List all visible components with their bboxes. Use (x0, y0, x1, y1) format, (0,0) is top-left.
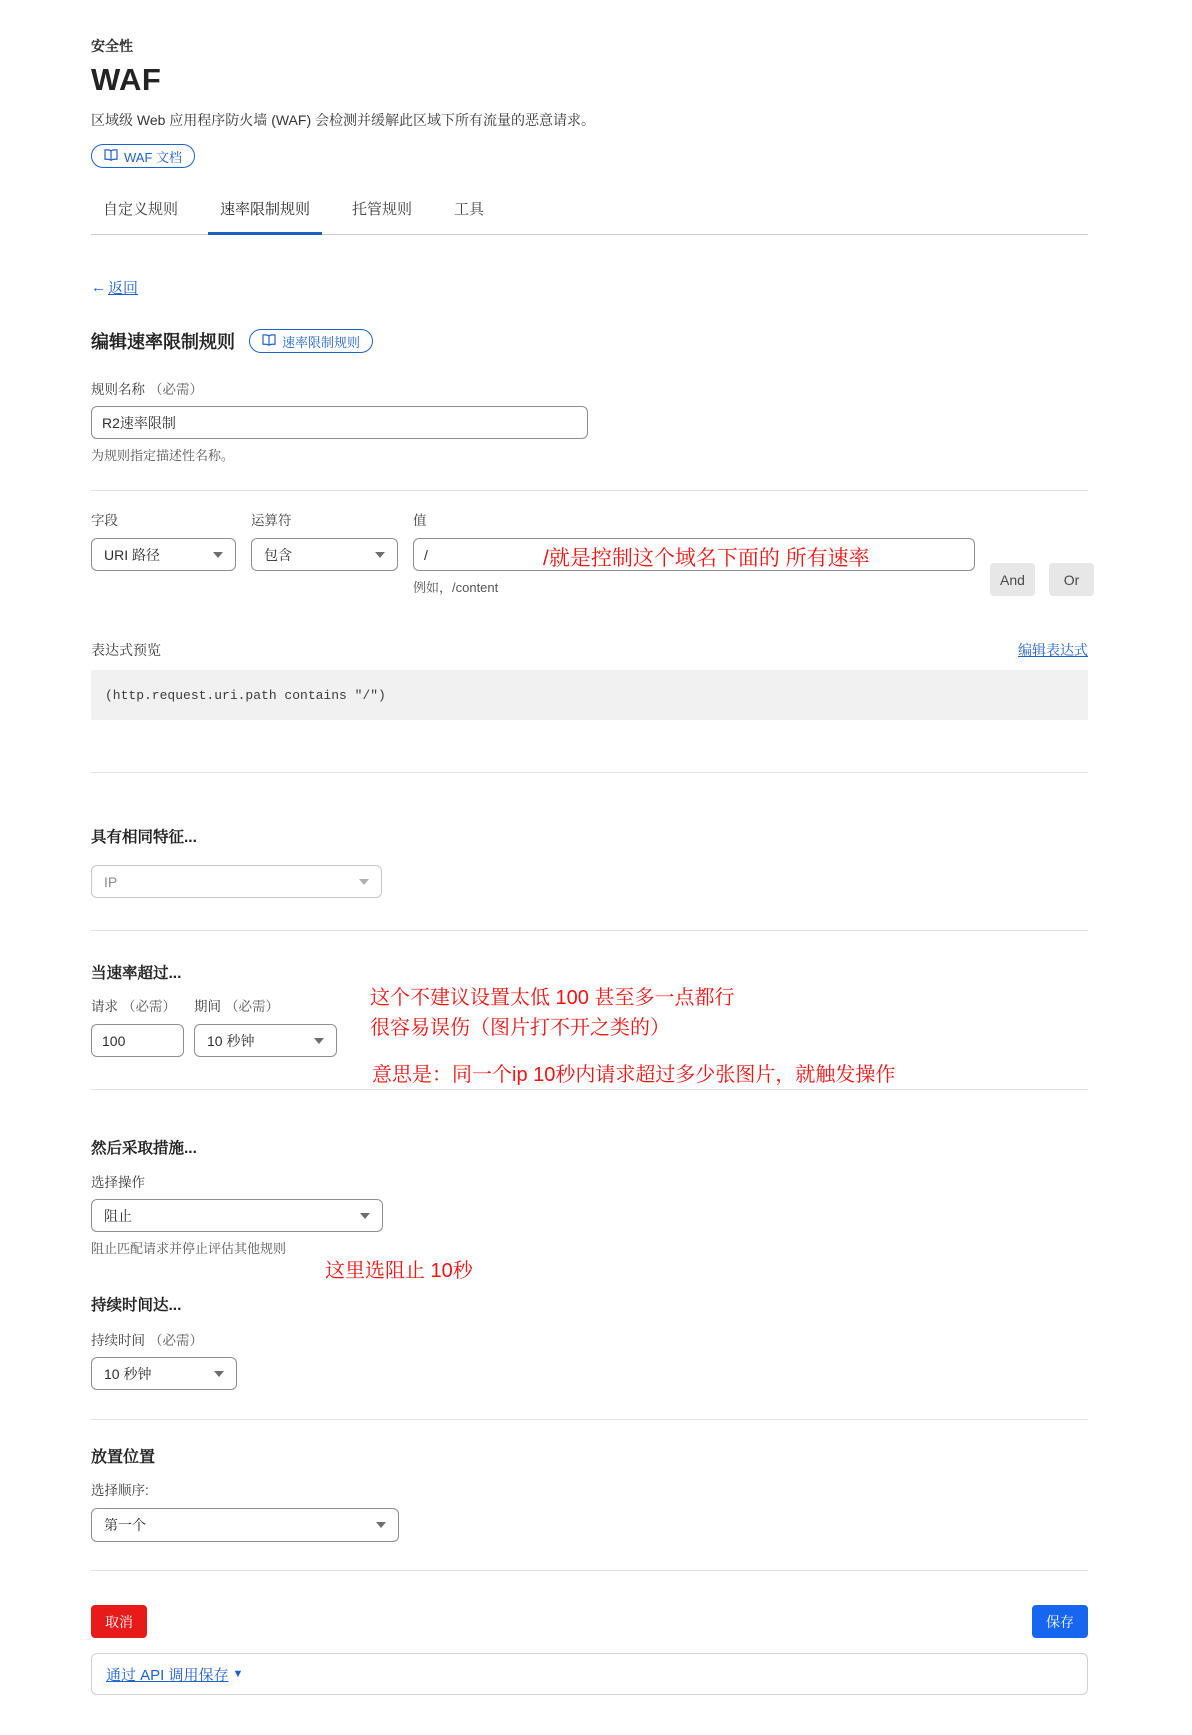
placement-heading: 放置位置 (91, 1449, 156, 1466)
value-input[interactable] (413, 538, 975, 571)
duration-heading: 持续时间达... (91, 1297, 182, 1314)
field-column (91, 509, 236, 596)
value-input-wrap (413, 538, 975, 571)
operator-label: 运算符 (251, 513, 292, 528)
chevron-down-icon (375, 552, 385, 558)
rule-name-helper: 为规则指定描述性名称。 (91, 448, 235, 463)
footer-buttons (91, 1605, 1088, 1638)
rule-name-block (91, 378, 1088, 464)
back-link[interactable]: 返回 (108, 280, 139, 297)
requests-input[interactable] (91, 1024, 184, 1057)
annotation-rate-note-1: 这个不建议设置太低 100 甚至多一点都行 (370, 987, 735, 1009)
rate-heading: 当速率超过... (91, 965, 182, 982)
rule-name-label: 规则名称 （必需） (91, 382, 203, 397)
page-description: 区域级 Web 应用程序防火墙 (WAF) 会检测并缓解此区域下所有流量的恶意请求。 (91, 112, 595, 128)
or-button[interactable]: Or (1049, 563, 1094, 596)
duration-section (91, 1293, 1088, 1390)
book-icon (262, 334, 276, 349)
value-label: 值 (413, 513, 427, 528)
required-hint: （必需） (225, 999, 279, 1014)
rate-limit-docs-badge-label: 速率限制规则 (282, 334, 361, 350)
chevron-down-icon (376, 1522, 386, 1528)
placement-select[interactable] (91, 1508, 399, 1542)
section-label: 安全性 (91, 38, 133, 54)
chevron-down-icon (214, 1371, 224, 1377)
form-title-row (91, 328, 1088, 354)
period-select-value: 10 秒钟 (207, 1032, 255, 1049)
annotation-value-note: /就是控制这个域名下面的 所有速率 (543, 547, 870, 570)
characteristics-section (91, 825, 1088, 898)
operator-select[interactable] (251, 538, 398, 571)
expression-code: (http.request.uri.path contains "/") (91, 670, 1088, 720)
chevron-down-icon (314, 1038, 324, 1044)
api-save-link[interactable]: 通过 API 调用保存 (106, 1666, 229, 1684)
expression-preview-label: 表达式预览 (91, 642, 161, 658)
and-button[interactable]: And (990, 563, 1035, 596)
required-hint: （必需） (122, 999, 176, 1014)
form-title: 编辑速率限制规则 (91, 332, 235, 352)
period-label: 期间 （必需） (194, 999, 279, 1014)
back-nav (91, 277, 1088, 298)
waf-page (91, 0, 1088, 1695)
tab-rate-limit-rules[interactable]: 速率限制规则 (208, 198, 322, 235)
action-select-label: 选择操作 (91, 1175, 145, 1190)
rate-section (91, 961, 1088, 1089)
required-hint: （必需） (149, 1333, 203, 1348)
characteristic-select-value: IP (104, 873, 118, 890)
edit-expression-link[interactable]: 编辑表达式 (1018, 642, 1088, 658)
tab-tools[interactable]: 工具 (454, 201, 485, 218)
chevron-down-icon (360, 1213, 370, 1219)
condition-row (91, 509, 1088, 596)
action-heading: 然后采取措施... (91, 1140, 197, 1157)
api-save-panel (91, 1653, 1088, 1695)
andor-buttons (990, 509, 1094, 596)
period-select[interactable] (194, 1024, 337, 1057)
divider (91, 1419, 1088, 1420)
divider (91, 1089, 1088, 1090)
annotation-action-note: 这里选阻止 10秒 (325, 1260, 473, 1282)
tab-bar (91, 198, 1088, 235)
requests-label: 请求 （必需） (91, 999, 176, 1014)
characteristics-heading: 具有相同特征... (91, 829, 197, 846)
action-select[interactable] (91, 1199, 383, 1232)
duration-select[interactable] (91, 1357, 237, 1390)
divider (91, 490, 1088, 491)
action-select-value: 阻止 (104, 1207, 132, 1224)
divider (91, 1570, 1088, 1571)
action-helper: 阻止匹配请求并停止评估其他规则 (91, 1241, 287, 1256)
value-column (413, 509, 975, 596)
field-select-value: URI 路径 (104, 546, 160, 563)
value-helper: 例如，/content (413, 580, 499, 595)
characteristic-select[interactable] (91, 865, 382, 898)
annotation-rate-notes (370, 983, 734, 1043)
annotation-rate-note-3: 意思是：同一个ip 10秒内请求超过多少张图片，就触发操作 (372, 1064, 896, 1086)
chevron-down-icon (359, 879, 369, 885)
operator-select-value: 包含 (264, 546, 292, 563)
chevron-down-icon (213, 552, 223, 558)
duration-label: 持续时间 （必需） (91, 1333, 203, 1348)
operator-column (251, 509, 398, 596)
duration-select-value: 10 秒钟 (104, 1365, 152, 1382)
book-icon (104, 149, 118, 164)
annotation-rate-note-2: 很容易误伤（图片打不开之类的） (370, 1017, 670, 1039)
rate-limit-docs-badge[interactable] (249, 329, 373, 353)
field-label: 字段 (91, 513, 118, 528)
action-section (91, 1136, 1088, 1293)
waf-docs-button[interactable] (91, 144, 195, 168)
back-arrow-icon: ← (91, 279, 106, 296)
save-button[interactable]: 保存 (1032, 1605, 1088, 1638)
divider (91, 930, 1088, 931)
field-select[interactable] (91, 538, 236, 571)
placement-section (91, 1444, 1088, 1542)
tab-custom-rules[interactable]: 自定义规则 (103, 201, 179, 218)
caret-down-icon: ▼ (232, 1668, 244, 1680)
tab-managed-rules[interactable]: 托管规则 (352, 201, 413, 218)
rule-name-input[interactable] (91, 406, 588, 439)
page-title: WAF (91, 62, 162, 97)
waf-docs-button-label: WAF 文档 (124, 149, 183, 165)
required-hint: （必需） (149, 382, 203, 397)
expression-preview-row (91, 640, 1088, 660)
divider (91, 772, 1088, 773)
placement-select-value: 第一个 (104, 1517, 146, 1533)
cancel-button[interactable]: 取消 (91, 1605, 147, 1638)
placement-order-label: 选择顺序: (91, 1483, 149, 1498)
